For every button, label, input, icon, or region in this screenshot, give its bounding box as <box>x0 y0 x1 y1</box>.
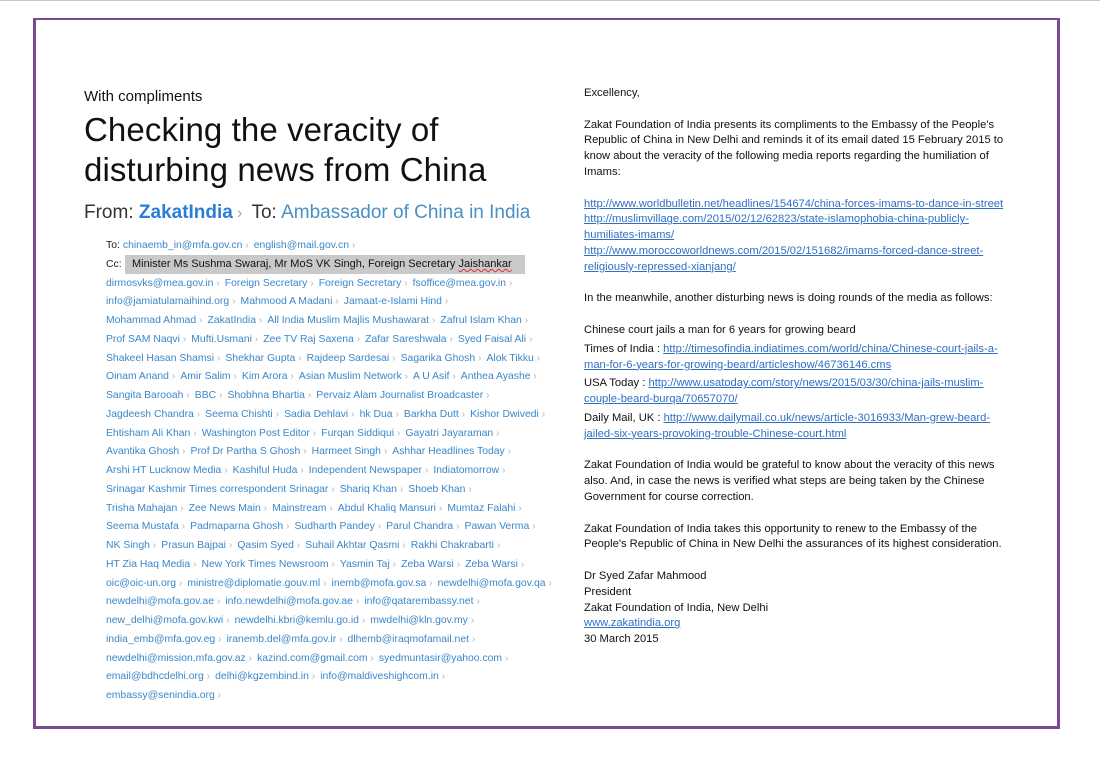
cc-recipient[interactable]: Mohammad Ahmad › <box>106 315 207 326</box>
cc-recipient[interactable]: Sadia Dehlavi › <box>284 409 359 420</box>
cc-rows <box>106 275 576 706</box>
sender-name[interactable]: ZakatIndia <box>138 202 233 223</box>
cc-recipient[interactable]: Prof SAM Naqvi › <box>106 334 191 345</box>
cc-list-row <box>106 312 576 331</box>
cc-recipient[interactable]: Qasim Syed › <box>237 540 305 551</box>
cc-recipient[interactable]: Rajdeep Sardesai › <box>307 353 401 364</box>
cc-recipient[interactable]: Suhail Akhtar Qasmi › <box>305 540 411 551</box>
cc-recipient[interactable]: Oinam Anand › <box>106 371 180 382</box>
cc-recipient[interactable]: Zeba Warsi › <box>401 559 465 570</box>
cc-recipient[interactable]: Avantika Ghosh › <box>106 446 191 457</box>
cc-list-row <box>106 387 576 406</box>
cc-recipient[interactable]: Foreign Secretary › <box>319 278 413 289</box>
report-link-3[interactable]: http://www.moroccoworldnews.com/2015/02/151682/imams-forced-dance-street-religiously-repressed-xianjang/ <box>584 244 984 273</box>
to-address[interactable]: chinaemb_in@mfa.gov.cn › <box>123 240 254 251</box>
cc-recipient[interactable]: Jamaat-e-Islami Hind › <box>344 296 454 307</box>
cc-recipient[interactable]: Shakeel Hasan Shamsi › <box>106 353 225 364</box>
source-name: Daily Mail, UK : <box>584 411 664 424</box>
cc-recipient[interactable]: Padmaparna Ghosh › <box>190 521 294 532</box>
cc-list-row <box>106 668 576 687</box>
cc-recipient[interactable]: Anthea Ayashe › <box>461 371 542 382</box>
cc-list-row <box>106 650 576 669</box>
cc-list-row <box>106 368 576 387</box>
cc-list-row <box>106 687 576 706</box>
news-headline: Chinese court jails a man for 6 years for growing beard <box>584 323 856 336</box>
cc-row-label: Cc: <box>106 258 122 270</box>
cc-recipient[interactable]: Sagarika Ghosh › <box>401 353 487 364</box>
cc-recipient[interactable]: dlhemb@iraqmofamail.net › <box>348 634 481 645</box>
cc-recipient[interactable]: Arshi HT Lucknow Media › <box>106 465 233 476</box>
cc-highlight[interactable] <box>125 255 525 274</box>
cc-recipient[interactable]: newdelhi@mofa.gov.ae › <box>106 596 225 607</box>
cc-recipient[interactable]: ministre@diplomatie.gouv.ml › <box>187 578 331 589</box>
cc-recipient[interactable]: Parul Chandra › <box>386 521 464 532</box>
cc-recipient[interactable]: Shekhar Gupta › <box>225 353 306 364</box>
cc-recipient[interactable]: Barkha Dutt › <box>404 409 470 420</box>
cc-recipient[interactable]: Prasun Bajpai › <box>161 540 237 551</box>
letter-date: 30 March 2015 <box>584 633 659 646</box>
cc-recipient[interactable]: Seema Mustafa › <box>106 521 190 532</box>
cc-recipient[interactable]: fsoffice@mea.gov.in › <box>413 278 518 289</box>
cc-recipient[interactable]: Indiatomorrow › <box>433 465 510 476</box>
to-row-label: To: <box>106 240 120 251</box>
cc-highlight-text: Minister Ms Sushma Swaraj, Mr MoS VK Singh, Foreign Secretary <box>132 257 459 270</box>
to-label: To: <box>251 202 277 223</box>
chevron-right-icon: › <box>236 203 243 222</box>
cc-recipient[interactable]: Pawan Verma › <box>465 521 541 532</box>
cc-recipient[interactable]: newdelhi.kbri@kemlu.go.id › <box>235 615 371 626</box>
source-name: USA Today : <box>584 377 649 390</box>
cc-recipient[interactable]: hk Dua › <box>360 409 404 420</box>
email-header <box>84 88 574 224</box>
to-row <box>106 237 576 256</box>
report-link-2[interactable]: http://muslimvillage.com/2015/02/12/62823/state-islamophobia-china-publicly-humiliates-imams/ <box>584 213 969 242</box>
cc-recipient[interactable]: dirmosvks@mea.gov.in › <box>106 278 225 289</box>
cc-recipient[interactable]: Kishor Dwivedi › <box>470 409 550 420</box>
cc-recipient[interactable]: Mahmood A Madani › <box>241 296 344 307</box>
cc-recipient[interactable]: Shariq Khan › <box>340 484 409 495</box>
source-dailymail <box>584 411 1004 443</box>
cc-recipient[interactable]: NK Singh › <box>106 540 161 551</box>
from-label: From: <box>84 202 134 223</box>
source-usatoday <box>584 376 1004 408</box>
cc-recipient[interactable]: info.newdelhi@mofa.gov.ae › <box>225 596 364 607</box>
cc-recipient[interactable]: Alok Tikku › <box>486 353 545 364</box>
cc-recipient[interactable]: Shoeb Khan › <box>408 484 477 495</box>
cc-recipient[interactable]: newdelhi@mission.mfa.gov.az › <box>106 653 257 664</box>
cc-recipient[interactable]: iranemb.del@mfa.gov.ir › <box>227 634 348 645</box>
cc-recipient[interactable]: Foreign Secretary › <box>225 278 319 289</box>
cc-row <box>106 256 576 275</box>
cc-recipient[interactable]: Srinagar Kashmir Times correspondent Srinagar › <box>106 484 340 495</box>
cc-recipient[interactable]: mwdelhi@kln.gov.my › <box>370 615 479 626</box>
cc-recipient[interactable]: A U Asif › <box>413 371 461 382</box>
cc-recipient[interactable]: All India Muslim Majlis Mushawarat › <box>267 315 440 326</box>
cc-recipient[interactable]: New York Times Newsroom › <box>201 559 339 570</box>
cc-recipient[interactable]: Ehtisham Ali Khan › <box>106 428 202 439</box>
cc-recipient[interactable]: email@bdhcdelhi.org › <box>106 671 215 682</box>
cc-recipient[interactable]: ZakatIndia › <box>207 315 267 326</box>
cc-recipient[interactable]: Zee News Main › <box>189 503 273 514</box>
cc-recipient[interactable]: india_emb@mfa.gov.eg › <box>106 634 227 645</box>
top-divider <box>0 0 1100 1</box>
cc-recipient[interactable]: Zafar Sareshwala › <box>365 334 458 345</box>
cc-recipient[interactable]: new_delhi@mofa.gov.kwi › <box>106 615 235 626</box>
signer-org: Zakat Foundation of India, New Delhi <box>584 601 769 614</box>
source-toi <box>584 342 1004 374</box>
cc-recipient[interactable]: Mufti.Usmani › <box>191 334 263 345</box>
cc-list-row <box>106 350 576 369</box>
cc-recipient[interactable]: syedmuntasir@yahoo.com › <box>379 653 514 664</box>
cc-recipient[interactable]: Prof Dr Partha S Ghosh › <box>191 446 312 457</box>
source-link[interactable]: http://timesofindia.indiatimes.com/world/china/Chinese-court-jails-a-man-for-6-years-for-growing-beard/articleshow/46736146.cms <box>584 342 998 371</box>
paragraph-intro: Zakat Foundation of India presents its compliments to the Embassy of the People's Republic of China in New Delhi and reminds it of its email dated 15 February 2015 to know about the veracity of the following media reports regarding the humiliation of Imams: <box>584 118 1004 178</box>
to-address[interactable]: english@mail.gov.cn › <box>254 240 361 251</box>
source-link[interactable]: http://www.dailymail.co.uk/news/article-3016933/Man-grew-beard-jailed-six-years-provoking-trouble-Chinese-court.html <box>584 411 991 440</box>
cc-recipient[interactable]: Zafrul Islam Khan › <box>440 315 533 326</box>
cc-recipient[interactable]: Abdul Khaliq Mansuri › <box>338 503 448 514</box>
cc-recipient[interactable]: Asian Muslim Network › <box>299 371 413 382</box>
cc-recipient[interactable]: Rakhi Chakrabarti › <box>411 540 506 551</box>
cc-recipient[interactable]: Washington Post Editor › <box>202 428 322 439</box>
cc-recipient[interactable]: BBC › <box>195 390 228 401</box>
source-link[interactable]: http://www.usatoday.com/story/news/2015/03/30/china-jails-muslim-couple-beard-burqa/70657070/ <box>584 377 984 406</box>
cc-highlight-misspelled: Jaishankar <box>458 257 512 270</box>
cc-recipient[interactable]: Syed Faisal Ali › <box>458 334 538 345</box>
cc-recipient[interactable]: info@jamiatulamaihind.org › <box>106 296 241 307</box>
website-link[interactable]: www.zakatindia.org <box>584 617 681 630</box>
cc-recipient[interactable]: Sangita Barooah › <box>106 390 195 401</box>
cc-list-row <box>106 575 576 594</box>
cc-recipient[interactable]: newdelhi@mofa.gov.qa › <box>438 578 557 589</box>
cc-recipient[interactable]: Trisha Mahajan › <box>106 503 189 514</box>
cc-recipient[interactable]: Mumtaz Falahi › <box>447 503 527 514</box>
cc-list-row <box>106 443 576 462</box>
source-name: Times of India : <box>584 342 664 355</box>
paragraph-meanwhile: In the meanwhile, another disturbing news is doing rounds of the media as follows: <box>584 292 993 305</box>
cc-list-row <box>106 331 576 350</box>
cc-list-row <box>106 275 576 294</box>
from-to-line <box>84 202 574 224</box>
cc-recipient[interactable]: Mainstream › <box>272 503 338 514</box>
cc-recipient[interactable]: Seema Chishti › <box>205 409 284 420</box>
cc-recipient[interactable]: delhi@kgzembind.in › <box>215 671 320 682</box>
letter-body <box>584 86 1004 648</box>
cc-recipient[interactable]: embassy@senindia.org › <box>106 690 226 701</box>
cc-recipient[interactable]: Amir Salim › <box>180 371 242 382</box>
cc-recipient[interactable]: Furqan Siddiqui › <box>321 428 405 439</box>
signer-role: President <box>584 585 632 598</box>
cc-recipient[interactable]: Yasmin Taj › <box>340 559 401 570</box>
cc-recipient[interactable]: Kashiful Huda › <box>233 465 309 476</box>
cc-list-row <box>106 406 576 425</box>
cc-list-row <box>106 537 576 556</box>
cc-recipient[interactable]: kazind.com@gmail.com › <box>257 653 379 664</box>
cc-recipient[interactable]: HT Zia Haq Media › <box>106 559 201 570</box>
cc-list-row <box>106 518 576 537</box>
cc-recipient[interactable]: Kim Arora › <box>242 371 299 382</box>
cc-recipient[interactable]: Gayatri Jayaraman › <box>405 428 504 439</box>
cc-recipient[interactable]: Harmeet Singh › <box>312 446 393 457</box>
recipient-name[interactable]: Ambassador of China in India <box>281 202 531 223</box>
cc-list-row <box>106 425 576 444</box>
cc-recipient[interactable]: Ashhar Headlines Today › <box>392 446 516 457</box>
recipient-list <box>106 237 576 706</box>
cc-recipient[interactable]: Independent Newspaper › <box>309 465 434 476</box>
paragraph-closing: Zakat Foundation of India takes this opportunity to renew to the Embassy of the People's Republic of China in New Delhi the assurances of its highest consideration. <box>584 522 1002 551</box>
cc-recipient[interactable]: Sudharth Pandey › <box>295 521 387 532</box>
cc-recipient[interactable]: info@maldiveshighcom.in › <box>320 671 450 682</box>
cc-list-row <box>106 593 576 612</box>
report-link-1[interactable]: http://www.worldbulletin.net/headlines/154674/china-forces-imams-to-dance-in-street <box>584 197 1004 210</box>
cc-list-row <box>106 631 576 650</box>
cc-recipient[interactable]: Zee TV Raj Saxena › <box>263 334 365 345</box>
cc-list-row <box>106 481 576 500</box>
cc-recipient[interactable]: Shobhna Bhartia › <box>228 390 317 401</box>
paragraph-request: Zakat Foundation of India would be grateful to know about the veracity of this news also. And, in case the news is verified what steps are being taken by the Chinese Government for course correction. <box>584 459 995 503</box>
salutation: Excellency, <box>584 87 640 99</box>
cc-recipient[interactable]: Jagdeesh Chandra › <box>106 409 205 420</box>
cc-list-row <box>106 612 576 631</box>
cc-list-row <box>106 556 576 575</box>
email-subject <box>84 110 574 190</box>
cc-list-row <box>106 293 576 312</box>
cc-recipient[interactable]: Pervaiz Alam Journalist Broadcaster › <box>316 390 494 401</box>
cc-recipient[interactable]: oic@oic-un.org › <box>106 578 187 589</box>
subject-line-1: Checking the veracity of <box>84 111 439 148</box>
signer-name: Dr Syed Zafar Mahmood <box>584 569 707 582</box>
compliments-text: With compliments <box>84 88 203 105</box>
cc-recipient[interactable]: info@qatarembassy.net › <box>364 596 484 607</box>
cc-list-row <box>106 462 576 481</box>
subject-line-2: disturbing news from China <box>84 151 487 188</box>
cc-list-row <box>106 500 576 519</box>
cc-recipient[interactable]: Zeba Warsi › <box>465 559 529 570</box>
cc-recipient[interactable]: inemb@mofa.gov.sa › <box>332 578 438 589</box>
